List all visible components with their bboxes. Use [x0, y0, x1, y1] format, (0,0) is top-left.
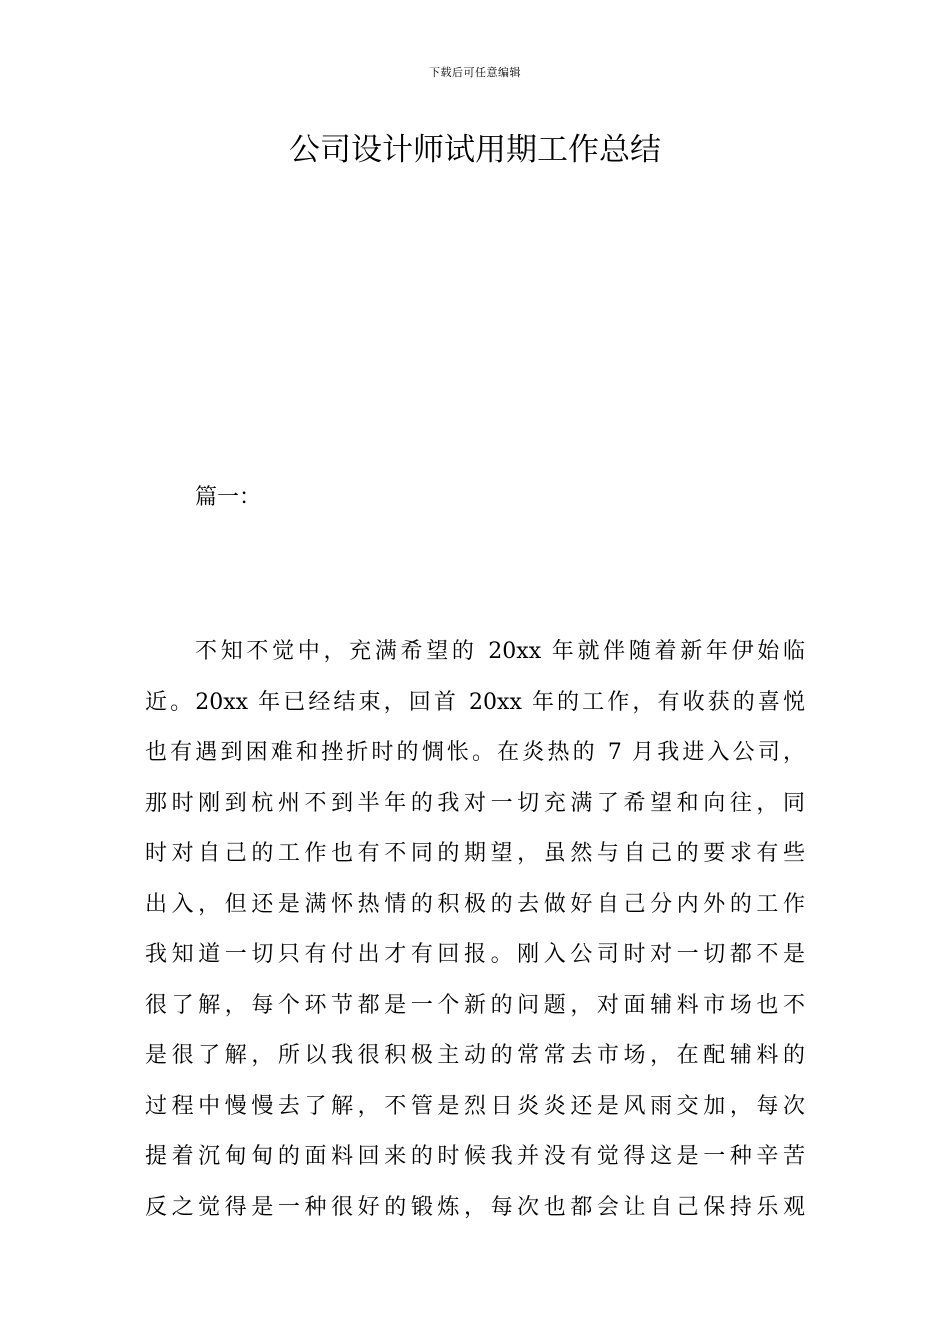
document-title: 公司设计师试用期工作总结	[289, 132, 661, 168]
body-line: 不知不觉中，充满希望的 20xx 年就伴随着新年伊始临	[195, 639, 805, 664]
body-paragraph	[145, 627, 805, 1233]
body-line: 时对自己的工作也有不同的期望，虽然与自己的要求有些	[145, 841, 805, 866]
body-line: 那时刚到杭州不到半年的我对一切充满了希望和向往，同	[145, 790, 805, 816]
body-line: 我知道一切只有付出才有回报。刚入公司时对一切都不是	[145, 942, 805, 967]
section-heading: 篇一：	[195, 485, 262, 510]
body-line: 很了解，每个环节都是一个新的问题，对面辅料市场也不	[145, 992, 805, 1018]
body-line: 也有遇到困难和挫折时的惆怅。在炎热的 7 月我进入公司，	[145, 740, 805, 765]
body-line: 是很了解，所以我很积极主动的常常去市场，在配辅料的	[145, 1043, 805, 1068]
body-line: 反之觉得是一种很好的锻炼，每次也都会让自己保持乐观	[145, 1194, 805, 1220]
body-line: 过程中慢慢去了解，不管是烈日炎炎还是风雨交加，每次	[145, 1093, 805, 1119]
body-line: 出入，但还是满怀热情的积极的去做好自己分内外的工作	[145, 891, 805, 917]
header-note: 下载后可任意编辑	[429, 66, 521, 79]
body-line: 提着沉甸甸的面料回来的时候我并没有觉得这是一种辛苦	[145, 1144, 805, 1169]
body-line: 近。20xx 年已经结束，回首 20xx 年的工作，有收获的喜悦	[145, 689, 805, 715]
